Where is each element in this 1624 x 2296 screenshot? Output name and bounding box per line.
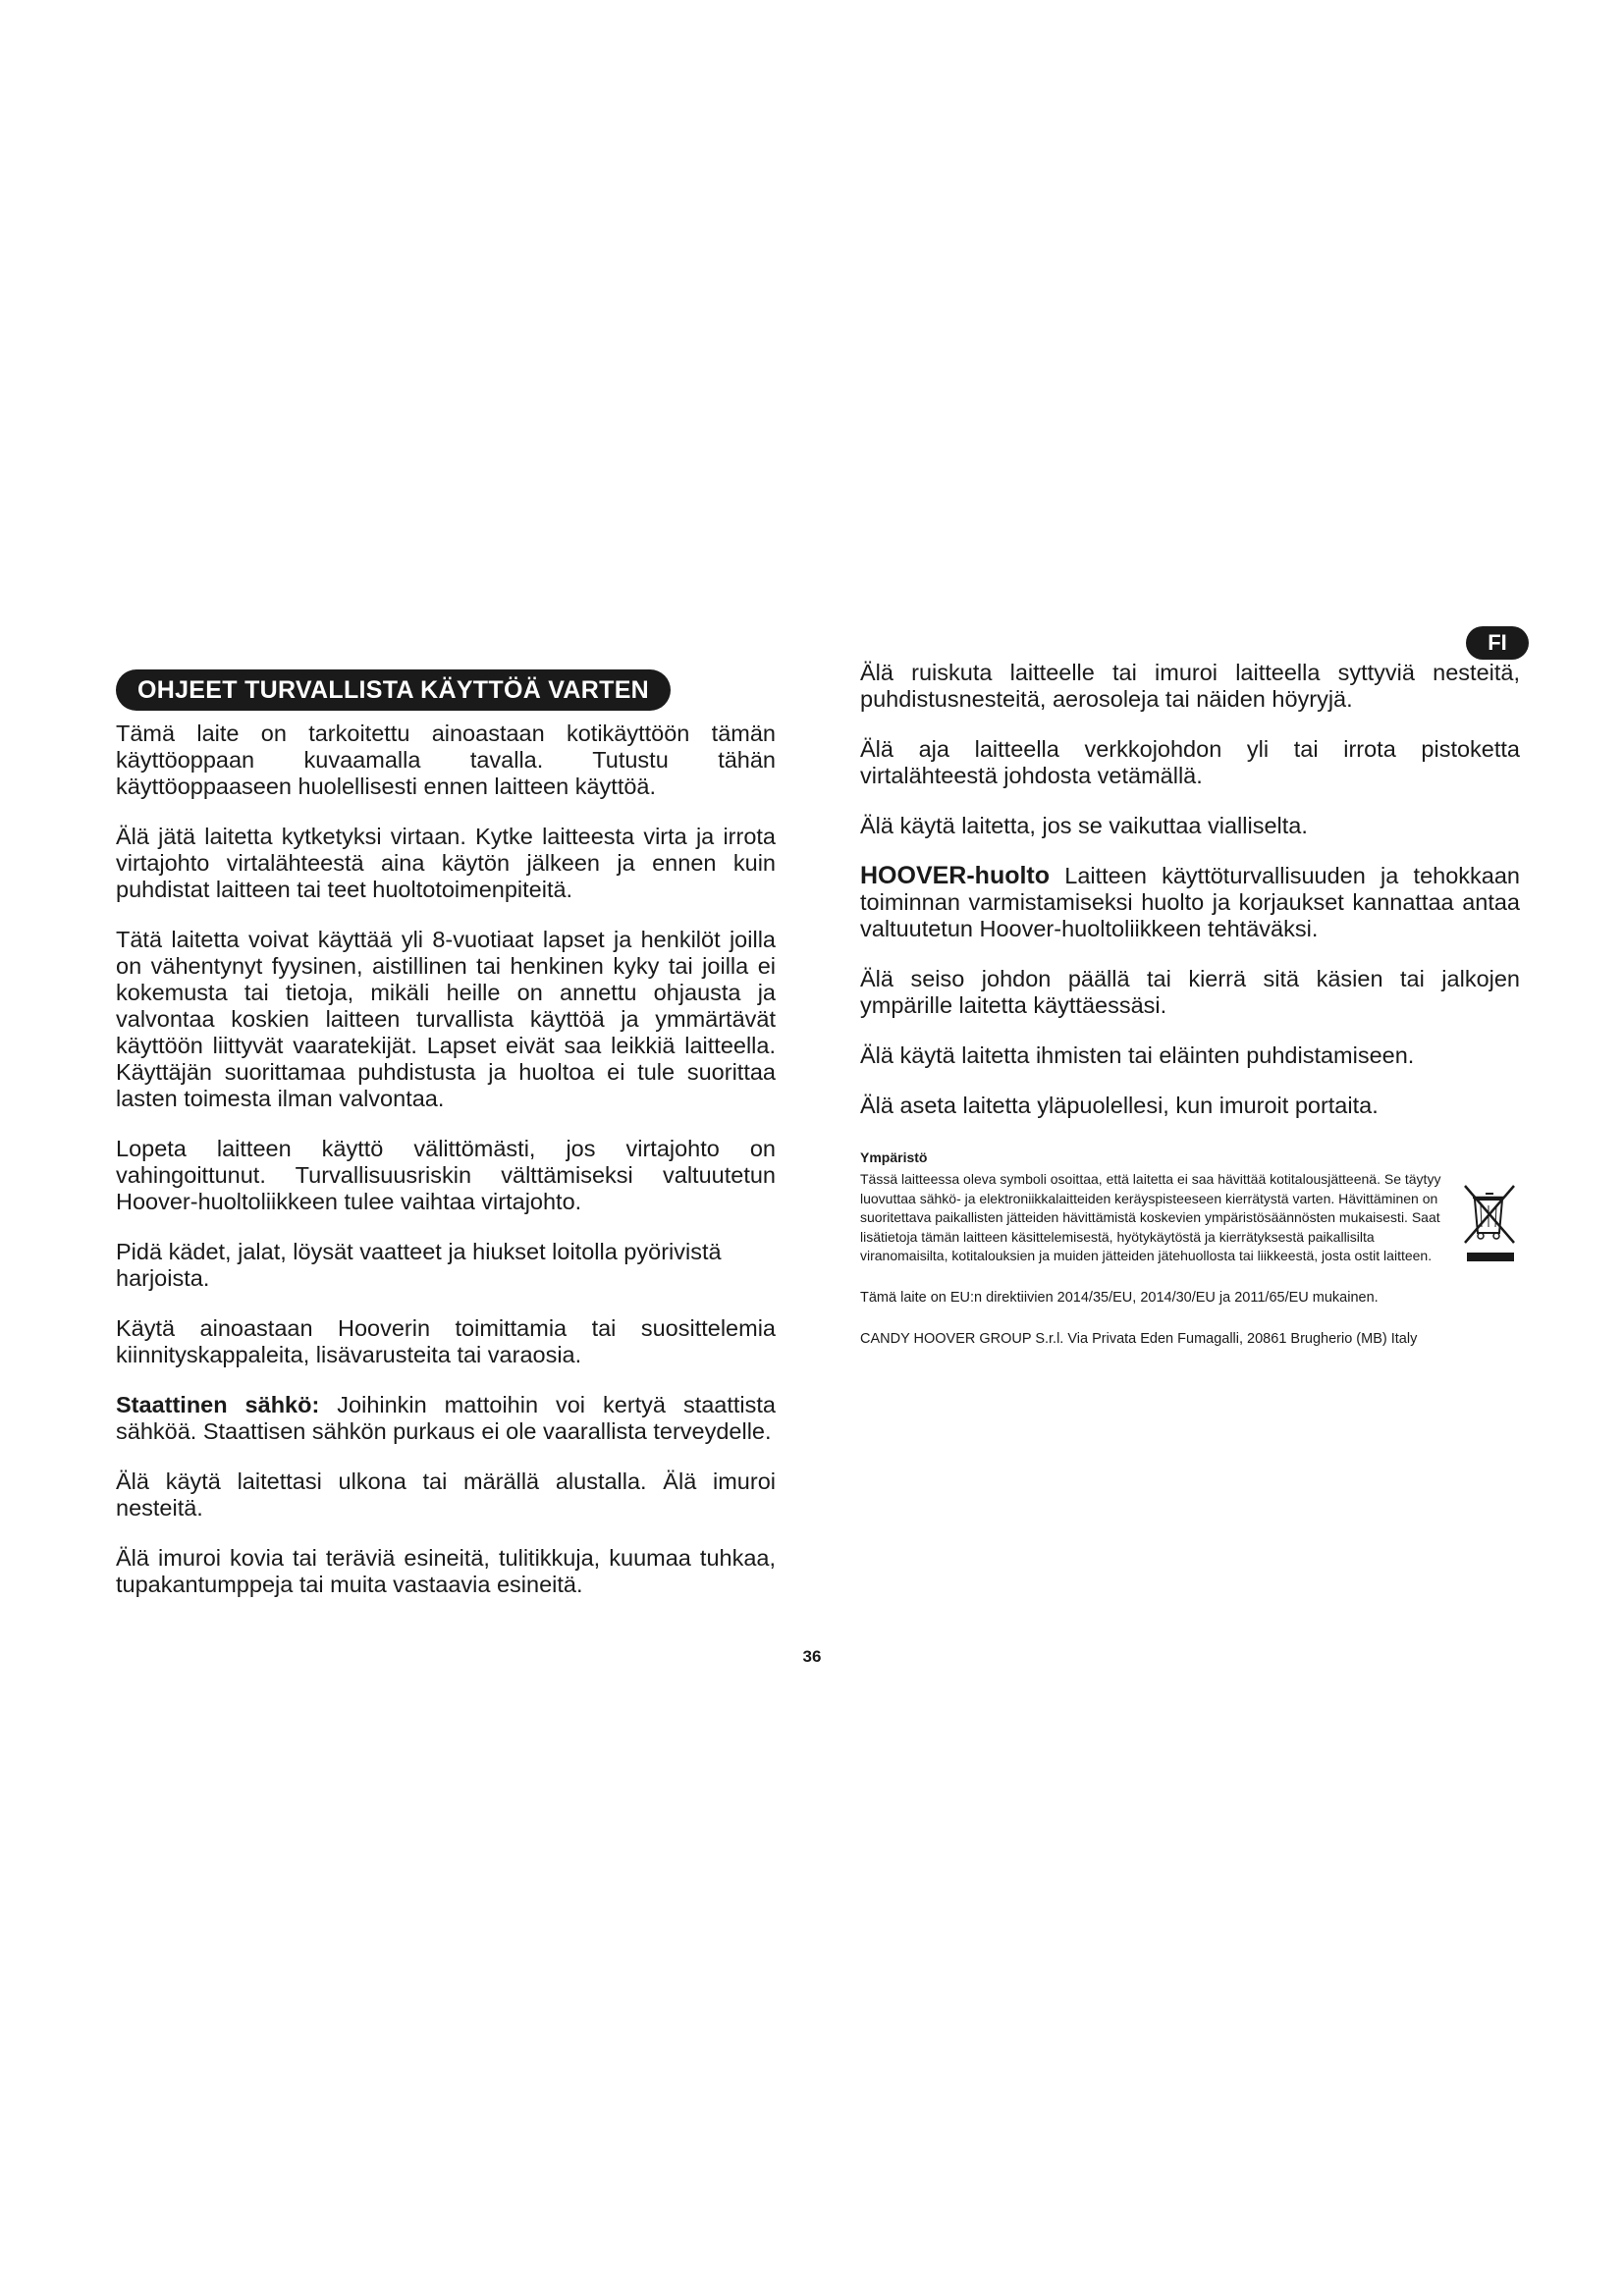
paragraph-hoover-service <box>860 863 1520 942</box>
paragraph-cord-pull: Älä aja laitteella verkkojohdon yli tai irrota pistoketta virtalähteestä johdosta vetämällä. <box>860 736 1520 788</box>
paragraph-static <box>116 1392 776 1445</box>
paragraph-stairs: Älä aseta laitetta yläpuolellesi, kun imuroit portaita. <box>860 1093 1379 1118</box>
paragraph-brushes: Pidä kädet, jalat, löysät vaatteet ja hiukset loitolla pyörivistä harjoista. <box>116 1239 722 1291</box>
paragraph-children: Tätä laitetta voivat käyttää yli 8-vuotiaat lapset ja henkilöt joilla on vähentynyt fyysinen, aistillinen tai henkinen kyky tai joilla ei kokemusta tai tietoja, mikäli heille on annettu ohjausta ja valvontaa koskien laitteen turvallista käyttöä ja ymmärtävät käyttöön liittyvät vaaratekijät. Lapset eivät saa leikkiä laitteella. Käyttäjän suorittamaa puhdistusta ja huoltoa ei tule suorittaa lasten toimesta ilman valvontaa. <box>116 927 776 1111</box>
paragraph-intended-use: Tämä laite on tarkoitettu ainoastaan kotikäyttöön tämän käyttöoppaan kuvaamalla tavalla. Tutustu tähän käyttöoppaaseen huolellisesti ennen laitteen käyttöä. <box>116 721 776 799</box>
static-label: Staattinen sähkö: <box>116 1392 320 1417</box>
static-text: Joihinkin mattoihin voi kertyä staattista sähköä. Staattisen sähkön purkaus ei ole vaarallista terveydelle. <box>116 1392 776 1444</box>
environment-heading: Ympäristö <box>860 1149 928 1165</box>
company-address: CANDY HOOVER GROUP S.r.l. Via Privata Eden Fumagalli, 20861 Brugherio (MB) Italy <box>860 1330 1418 1347</box>
right-column <box>860 660 1520 1349</box>
section-title: OHJEET TURVALLISTA KÄYTTÖÄ VARTEN <box>116 669 671 711</box>
paragraph-accessories: Käytä ainoastaan Hooverin toimittamia tai suosittelemia kiinnityskappaleita, lisävarusteita tai varaosia. <box>116 1315 776 1367</box>
directive-note: Tämä laite on EU:n direktiivien 2014/35/EU, 2014/30/EU ja 2011/65/EU mukainen. <box>860 1289 1379 1306</box>
paragraph-flammable: Älä ruiskuta laitteelle tai imuroi laitteella syttyviä nesteitä, puhdistusnesteitä, aerosoleja tai näiden höyryjä. <box>860 660 1520 712</box>
paragraph-damaged-cord: Lopeta laitteen käyttö välittömästi, jos virtajohto on vahingoittunut. Turvallisuusriskin välttämiseksi valtuutetun Hoover-huoltoliikkeen tulee vaihtaa virtajohto. <box>116 1136 776 1214</box>
environment-block <box>860 1170 1520 1266</box>
paragraph-cord-stand: Älä seiso johdon päällä tai kierrä sitä käsien tai jalkojen ympärille laitetta käyttäessäsi. <box>860 966 1520 1018</box>
hoover-service-text: Laitteen käyttöturvallisuuden ja tehokkaan toiminnan varmistamiseksi huolto ja korjaukset kannattaa antaa valtuutetun Hoover-huoltoliikkeen tehtäväksi. <box>860 863 1520 941</box>
language-badge: FI <box>1466 626 1529 660</box>
paragraph-faulty: Älä käytä laitetta, jos se vaikuttaa vialliselta. <box>860 813 1308 838</box>
paragraph-people-animals: Älä käytä laitetta ihmisten tai eläinten puhdistamiseen. <box>860 1042 1415 1068</box>
left-column <box>116 669 776 1622</box>
crossed-out-wheelie-bin-icon <box>1459 1178 1520 1268</box>
paragraph-outdoors: Älä käytä laitettasi ulkona tai märällä alustalla. Älä imuroi nesteitä. <box>116 1468 776 1521</box>
page-number: 36 <box>802 1647 822 1666</box>
hoover-service-label: HOOVER-huolto <box>860 862 1051 889</box>
paragraph-sharp-objects: Älä imuroi kovia tai teräviä esineitä, tulitikkuja, kuumaa tuhkaa, tupakantumppeja tai muita vastaavia esineitä. <box>116 1545 776 1597</box>
paragraph-unplug: Älä jätä laitetta kytketyksi virtaan. Kytke laitteesta virta ja irrota virtajohto virtalähteestä aina käytön jälkeen ja ennen kuin puhdistat laitteen tai teet huoltotoimenpiteitä. <box>116 824 776 902</box>
environment-text: Tässä laitteessa oleva symboli osoittaa, että laitetta ei saa hävittää kotitalousjätteenä. Se täytyy luovuttaa sähkö- ja elektroniikkalaitteiden keräyspisteeseen kierrätystä varten. Hävittäminen on suoritettava paikallisten jätteiden hävittämistä koskevien ympäristösäännösten mukaisesti. Saat lisätietoja tämän laitteen käsittelemisestä, hyötykäytöstä ja kierrätyksestä paikallisilta viranomaisilta, kotitalouksien ja muiden jätteiden jätehuollosta tai liikkeestä, josta ostit laitteen. <box>860 1171 1441 1263</box>
